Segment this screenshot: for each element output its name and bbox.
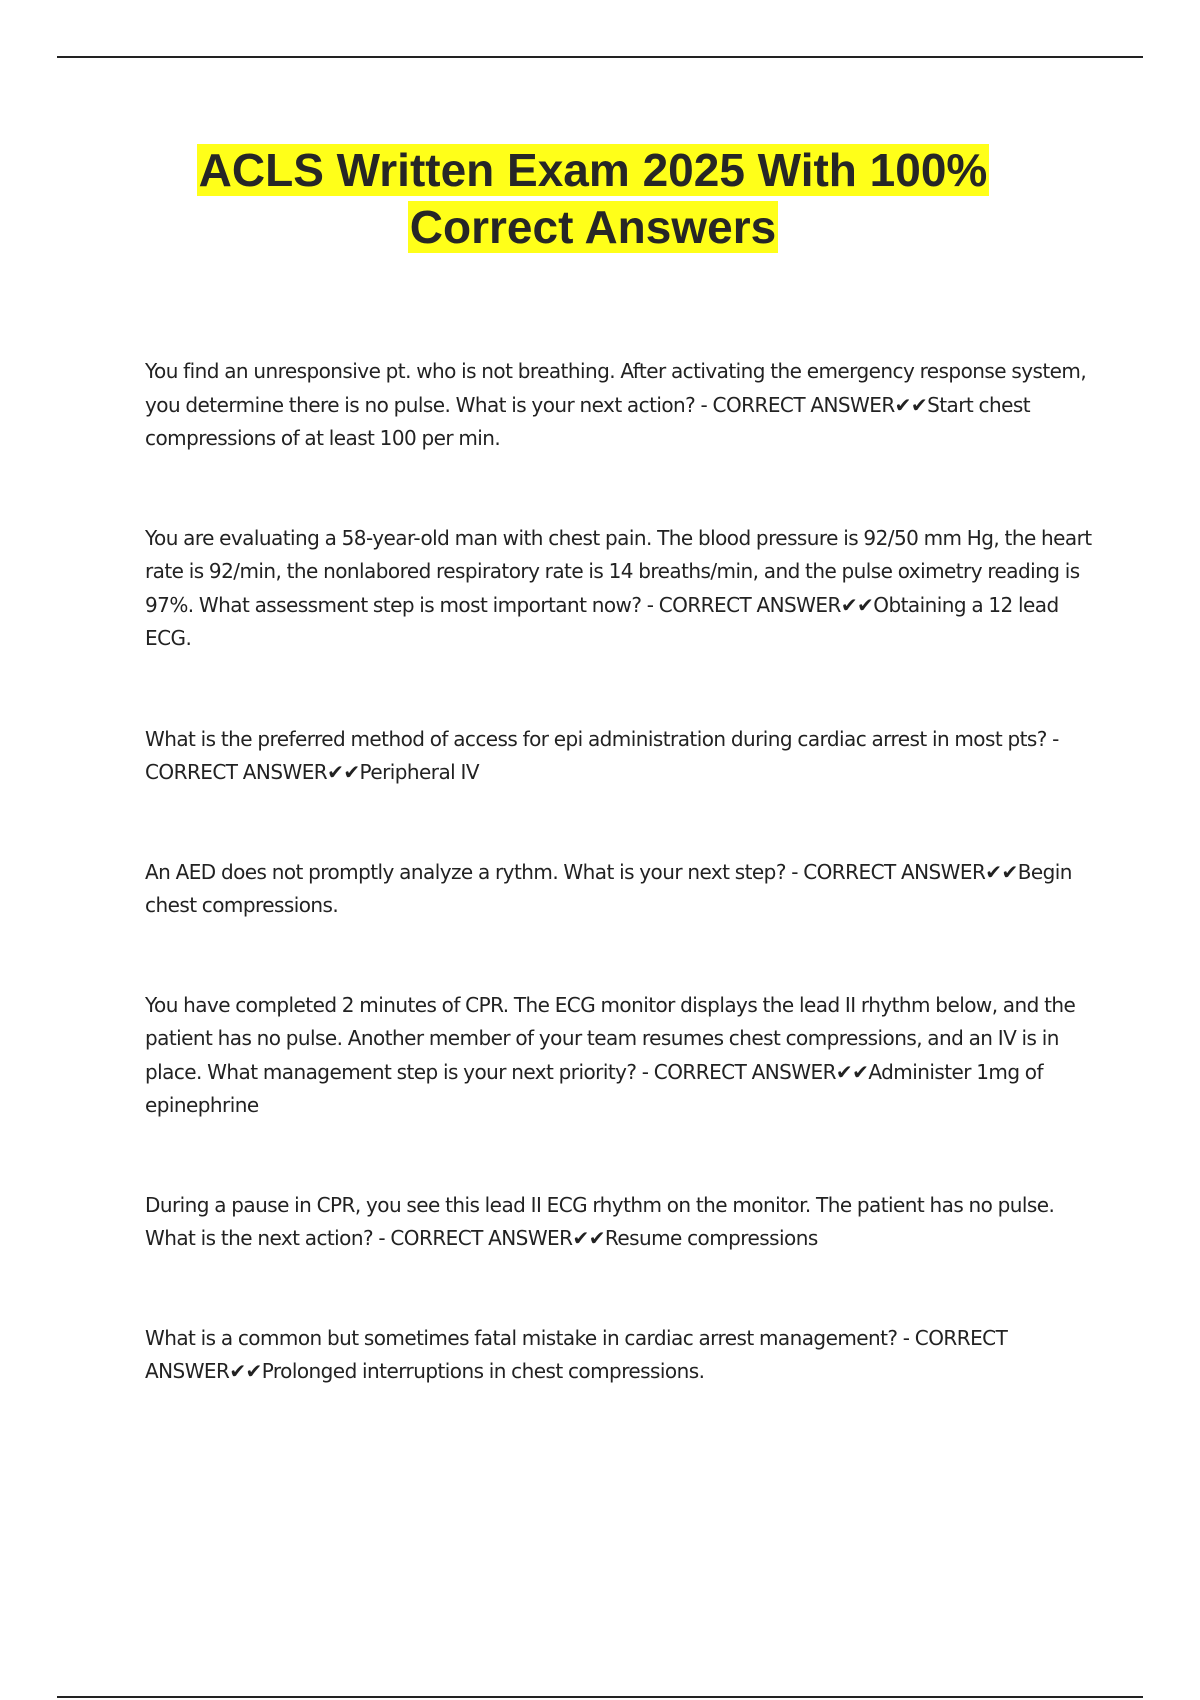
question-text: You find an unresponsive pt. who is not breathing. After activating the emergency response system, you determine there is no pulse. What is your next action? bbox=[145, 359, 1087, 417]
answer-marker: CORRECT ANSWER✔✔ bbox=[712, 392, 928, 417]
separator: - bbox=[636, 1059, 654, 1084]
question-answer-list bbox=[145, 355, 1100, 1455]
qa-item-2 bbox=[145, 522, 1100, 656]
separator: - bbox=[695, 392, 713, 417]
answer-text: Begin chest compressions. bbox=[145, 859, 1072, 917]
qa-item-1 bbox=[145, 355, 1100, 456]
answer-marker: CORRECT ANSWER✔✔ bbox=[145, 1325, 1008, 1383]
separator: - bbox=[1046, 726, 1059, 751]
separator: - bbox=[897, 1325, 915, 1350]
question-text: You are evaluating a 58-year-old man with chest pain. The blood pressure is 92/50 mm Hg, the heart rate is 92/min, the nonlabored respiratory rate is 14 breaths/min, and the pulse oximetry reading is 97%. What assessment step is most important now? bbox=[145, 525, 1092, 617]
answer-text: Start chest compressions of at least 100 per min. bbox=[145, 392, 1030, 450]
qa-item-4 bbox=[145, 856, 1100, 923]
answer-text: Resume compressions bbox=[604, 1226, 818, 1250]
top-divider bbox=[57, 56, 1143, 58]
answer-text: Prolonged interruptions in chest compressions. bbox=[261, 1359, 705, 1383]
answer-text: Administer 1mg of epinephrine bbox=[145, 1059, 1043, 1117]
qa-item-6 bbox=[145, 1189, 1100, 1256]
title-line-1: ACLS Written Exam 2025 With 100% bbox=[198, 144, 988, 196]
question-text: An AED does not promptly analyze a rythm. What is your next step? bbox=[145, 859, 786, 884]
bottom-divider bbox=[57, 1696, 1143, 1698]
page-title bbox=[0, 142, 1186, 256]
answer-text: Peripheral IV bbox=[359, 760, 479, 784]
answer-marker: CORRECT ANSWER✔✔ bbox=[145, 760, 360, 784]
qa-item-3 bbox=[145, 723, 1100, 790]
title-line-2: Correct Answers bbox=[409, 201, 777, 253]
question-text: What is the preferred method of access for epi administration during cardiac arrest in most pts? bbox=[145, 726, 1047, 751]
question-text: You have completed 2 minutes of CPR. The ECG monitor displays the lead II rhythm below, and the patient has no pulse. Another member of your team resumes chest compressions, and an IV is in place. What management step is your next priority? bbox=[145, 992, 1076, 1084]
separator: - bbox=[373, 1226, 391, 1250]
separator: - bbox=[785, 859, 804, 884]
answer-marker: CORRECT ANSWER✔✔ bbox=[803, 859, 1018, 884]
question-text: During a pause in CPR, you see this lead II ECG rhythm on the monitor. The patient has no pulse. What is the next action? bbox=[145, 1192, 1055, 1250]
answer-text: Obtaining a 12 lead ECG. bbox=[145, 592, 1059, 650]
qa-item-5 bbox=[145, 989, 1100, 1123]
answer-marker: CORRECT ANSWER✔✔ bbox=[653, 1059, 869, 1084]
question-text: What is a common but sometimes fatal mistake in cardiac arrest management? bbox=[145, 1325, 898, 1350]
answer-marker: CORRECT ANSWER✔✔ bbox=[658, 592, 874, 617]
qa-item-7 bbox=[145, 1322, 1100, 1389]
answer-marker: CORRECT ANSWER✔✔ bbox=[390, 1226, 605, 1250]
separator: - bbox=[641, 592, 659, 617]
